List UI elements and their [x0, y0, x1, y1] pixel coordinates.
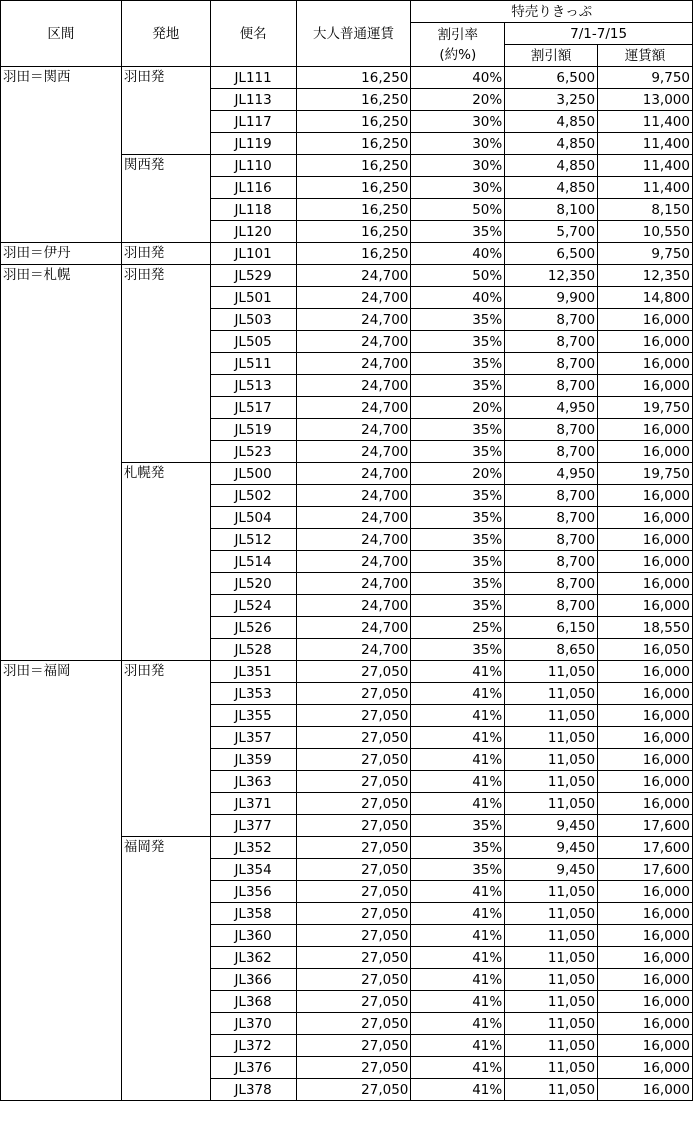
fare-amount: 16,000: [598, 573, 693, 595]
fare-amount: 16,000: [598, 1079, 693, 1101]
discount-amount: 8,700: [505, 441, 598, 463]
route-section: 羽田＝福岡: [1, 661, 122, 1101]
flight-number: JL376: [210, 1057, 296, 1079]
departure-origin: 札幌発: [121, 463, 210, 661]
regular-fare: 24,700: [296, 419, 411, 441]
discount-rate: 41%: [411, 991, 505, 1013]
discount-rate: 35%: [411, 529, 505, 551]
regular-fare: 27,050: [296, 771, 411, 793]
flight-number: JL110: [210, 155, 296, 177]
regular-fare: 24,700: [296, 375, 411, 397]
fare-amount: 16,000: [598, 331, 693, 353]
regular-fare: 16,250: [296, 67, 411, 89]
regular-fare: 16,250: [296, 243, 411, 265]
regular-fare: 24,700: [296, 507, 411, 529]
regular-fare: 16,250: [296, 111, 411, 133]
fare-table-header: [1, 1, 693, 67]
discount-amount: 11,050: [505, 991, 598, 1013]
regular-fare: 27,050: [296, 837, 411, 859]
discount-rate: 35%: [411, 639, 505, 661]
discount-rate: 41%: [411, 771, 505, 793]
flight-number: JL101: [210, 243, 296, 265]
discount-amount: 6,500: [505, 67, 598, 89]
discount-amount: 11,050: [505, 903, 598, 925]
fare-amount: 19,750: [598, 397, 693, 419]
regular-fare: 27,050: [296, 793, 411, 815]
discount-amount: 8,700: [505, 419, 598, 441]
flight-number: JL359: [210, 749, 296, 771]
regular-fare: 24,700: [296, 485, 411, 507]
discount-rate: 30%: [411, 177, 505, 199]
discount-amount: 4,950: [505, 463, 598, 485]
regular-fare: 27,050: [296, 749, 411, 771]
discount-rate: 35%: [411, 815, 505, 837]
discount-amount: 8,650: [505, 639, 598, 661]
flight-number: JL512: [210, 529, 296, 551]
regular-fare: 27,050: [296, 859, 411, 881]
flight-number: JL526: [210, 617, 296, 639]
regular-fare: 24,700: [296, 617, 411, 639]
regular-fare: 16,250: [296, 155, 411, 177]
fare-amount: 9,750: [598, 67, 693, 89]
discount-amount: 11,050: [505, 969, 598, 991]
fare-amount: 16,000: [598, 1013, 693, 1035]
fare-amount: 19,750: [598, 463, 693, 485]
regular-fare: 24,700: [296, 441, 411, 463]
flight-number: JL355: [210, 705, 296, 727]
discount-amount: 9,450: [505, 859, 598, 881]
header-discount-rate: 割引率 (約%): [411, 23, 505, 67]
regular-fare: 27,050: [296, 1057, 411, 1079]
header-regular-fare: 大人普通運賃: [296, 1, 411, 67]
fare-amount: 16,000: [598, 705, 693, 727]
regular-fare: 24,700: [296, 265, 411, 287]
discount-rate: 35%: [411, 837, 505, 859]
discount-rate: 35%: [411, 441, 505, 463]
regular-fare: 16,250: [296, 221, 411, 243]
discount-rate: 20%: [411, 463, 505, 485]
flight-number: JL117: [210, 111, 296, 133]
discount-rate: 40%: [411, 243, 505, 265]
discount-amount: 3,250: [505, 89, 598, 111]
discount-rate: 20%: [411, 89, 505, 111]
flight-number: JL514: [210, 551, 296, 573]
discount-amount: 8,700: [505, 485, 598, 507]
regular-fare: 24,700: [296, 331, 411, 353]
regular-fare: 27,050: [296, 969, 411, 991]
discount-rate: 41%: [411, 1035, 505, 1057]
discount-rate: 35%: [411, 309, 505, 331]
discount-rate: 40%: [411, 287, 505, 309]
regular-fare: 24,700: [296, 595, 411, 617]
discount-amount: 5,700: [505, 221, 598, 243]
flight-number: JL513: [210, 375, 296, 397]
fare-table-body: [1, 67, 693, 1101]
discount-rate: 35%: [411, 573, 505, 595]
flight-number: JL501: [210, 287, 296, 309]
regular-fare: 27,050: [296, 661, 411, 683]
flight-number: JL362: [210, 947, 296, 969]
flight-number: JL504: [210, 507, 296, 529]
header-period: 7/1-7/15: [505, 23, 693, 45]
fare-amount: 11,400: [598, 133, 693, 155]
route-section: 羽田＝札幌: [1, 265, 122, 661]
discount-rate: 35%: [411, 507, 505, 529]
discount-amount: 9,900: [505, 287, 598, 309]
fare-amount: 9,750: [598, 243, 693, 265]
fare-amount: 16,000: [598, 375, 693, 397]
discount-rate: 35%: [411, 485, 505, 507]
fare-amount: 16,000: [598, 529, 693, 551]
fare-amount: 16,000: [598, 771, 693, 793]
discount-rate: 41%: [411, 969, 505, 991]
flight-number: JL372: [210, 1035, 296, 1057]
discount-amount: 8,700: [505, 331, 598, 353]
discount-amount: 8,100: [505, 199, 598, 221]
regular-fare: 24,700: [296, 639, 411, 661]
discount-amount: 11,050: [505, 771, 598, 793]
flight-number: JL377: [210, 815, 296, 837]
table-row: [1, 265, 693, 287]
discount-rate: 41%: [411, 881, 505, 903]
fare-amount: 16,000: [598, 1057, 693, 1079]
fare-amount: 16,050: [598, 639, 693, 661]
discount-rate: 50%: [411, 265, 505, 287]
fare-amount: 14,800: [598, 287, 693, 309]
regular-fare: 27,050: [296, 683, 411, 705]
fare-amount: 11,400: [598, 155, 693, 177]
flight-number: JL528: [210, 639, 296, 661]
discount-rate: 30%: [411, 133, 505, 155]
regular-fare: 16,250: [296, 133, 411, 155]
discount-rate: 35%: [411, 353, 505, 375]
fare-amount: 16,000: [598, 903, 693, 925]
flight-number: JL366: [210, 969, 296, 991]
discount-amount: 12,350: [505, 265, 598, 287]
header-special-ticket: 特売りきっぷ: [411, 1, 693, 23]
discount-rate: 41%: [411, 793, 505, 815]
discount-amount: 8,700: [505, 375, 598, 397]
header-departure: 発地: [121, 1, 210, 67]
discount-rate: 41%: [411, 1013, 505, 1035]
discount-rate: 35%: [411, 419, 505, 441]
regular-fare: 16,250: [296, 199, 411, 221]
discount-rate: 41%: [411, 925, 505, 947]
flight-number: JL113: [210, 89, 296, 111]
discount-rate: 50%: [411, 199, 505, 221]
discount-amount: 11,050: [505, 727, 598, 749]
table-row: [1, 661, 693, 683]
fare-amount: 16,000: [598, 683, 693, 705]
regular-fare: 24,700: [296, 353, 411, 375]
flight-number: JL500: [210, 463, 296, 485]
fare-amount: 16,000: [598, 1035, 693, 1057]
fare-amount: 16,000: [598, 793, 693, 815]
fare-amount: 16,000: [598, 661, 693, 683]
discount-amount: 4,850: [505, 133, 598, 155]
departure-origin: 関西発: [121, 155, 210, 243]
discount-amount: 11,050: [505, 925, 598, 947]
fare-amount: 12,350: [598, 265, 693, 287]
fare-amount: 16,000: [598, 507, 693, 529]
flight-number: JL505: [210, 331, 296, 353]
discount-amount: 8,700: [505, 529, 598, 551]
flight-number: JL354: [210, 859, 296, 881]
fare-amount: 16,000: [598, 485, 693, 507]
fare-amount: 13,000: [598, 89, 693, 111]
discount-amount: 11,050: [505, 1013, 598, 1035]
regular-fare: 27,050: [296, 815, 411, 837]
route-section: 羽田＝伊丹: [1, 243, 122, 265]
flight-number: JL353: [210, 683, 296, 705]
discount-amount: 4,850: [505, 111, 598, 133]
flight-number: JL529: [210, 265, 296, 287]
discount-rate: 35%: [411, 595, 505, 617]
discount-rate: 35%: [411, 331, 505, 353]
flight-number: JL356: [210, 881, 296, 903]
regular-fare: 27,050: [296, 903, 411, 925]
flight-number: JL524: [210, 595, 296, 617]
discount-rate: 25%: [411, 617, 505, 639]
fare-amount: 16,000: [598, 991, 693, 1013]
regular-fare: 27,050: [296, 947, 411, 969]
header-fare-amount: 運賃額: [598, 45, 693, 67]
table-row: [1, 67, 693, 89]
departure-origin: 羽田発: [121, 265, 210, 463]
discount-amount: 11,050: [505, 1035, 598, 1057]
discount-rate: 41%: [411, 727, 505, 749]
regular-fare: 27,050: [296, 1079, 411, 1101]
fare-amount: 16,000: [598, 881, 693, 903]
discount-rate: 35%: [411, 375, 505, 397]
fare-amount: 16,000: [598, 551, 693, 573]
fare-amount: 16,000: [598, 595, 693, 617]
discount-rate: 41%: [411, 749, 505, 771]
discount-rate: 41%: [411, 683, 505, 705]
discount-rate: 41%: [411, 661, 505, 683]
header-section: 区間: [1, 1, 122, 67]
discount-amount: 11,050: [505, 661, 598, 683]
regular-fare: 24,700: [296, 551, 411, 573]
discount-amount: 6,150: [505, 617, 598, 639]
discount-rate: 41%: [411, 1079, 505, 1101]
discount-rate: 30%: [411, 111, 505, 133]
header-discount-amount: 割引額: [505, 45, 598, 67]
flight-number: JL363: [210, 771, 296, 793]
regular-fare: 27,050: [296, 705, 411, 727]
discount-amount: 11,050: [505, 705, 598, 727]
discount-rate: 35%: [411, 221, 505, 243]
regular-fare: 27,050: [296, 881, 411, 903]
discount-amount: 8,700: [505, 507, 598, 529]
discount-amount: 8,700: [505, 353, 598, 375]
fare-amount: 16,000: [598, 925, 693, 947]
flight-number: JL120: [210, 221, 296, 243]
regular-fare: 27,050: [296, 991, 411, 1013]
flight-number: JL503: [210, 309, 296, 331]
flight-number: JL519: [210, 419, 296, 441]
departure-origin: 羽田発: [121, 243, 210, 265]
regular-fare: 16,250: [296, 177, 411, 199]
discount-amount: 11,050: [505, 1057, 598, 1079]
discount-rate: 41%: [411, 705, 505, 727]
fare-amount: 17,600: [598, 837, 693, 859]
flight-number: JL370: [210, 1013, 296, 1035]
fare-amount: 11,400: [598, 177, 693, 199]
fare-amount: 18,550: [598, 617, 693, 639]
regular-fare: 27,050: [296, 1013, 411, 1035]
regular-fare: 27,050: [296, 1035, 411, 1057]
regular-fare: 27,050: [296, 925, 411, 947]
fare-amount: 10,550: [598, 221, 693, 243]
discount-rate: 20%: [411, 397, 505, 419]
discount-amount: 4,950: [505, 397, 598, 419]
fare-amount: 16,000: [598, 969, 693, 991]
discount-amount: 11,050: [505, 793, 598, 815]
fare-amount: 11,400: [598, 111, 693, 133]
flight-number: JL511: [210, 353, 296, 375]
departure-origin: 福岡発: [121, 837, 210, 1101]
departure-origin: 羽田発: [121, 67, 210, 155]
discount-amount: 11,050: [505, 1079, 598, 1101]
discount-rate: 35%: [411, 551, 505, 573]
fare-amount: 16,000: [598, 947, 693, 969]
flight-number: JL116: [210, 177, 296, 199]
flight-number: JL378: [210, 1079, 296, 1101]
regular-fare: 27,050: [296, 727, 411, 749]
flight-number: JL352: [210, 837, 296, 859]
flight-number: JL523: [210, 441, 296, 463]
flight-number: JL368: [210, 991, 296, 1013]
flight-number: JL371: [210, 793, 296, 815]
flight-number: JL358: [210, 903, 296, 925]
discount-amount: 11,050: [505, 683, 598, 705]
fare-amount: 16,000: [598, 309, 693, 331]
discount-rate: 30%: [411, 155, 505, 177]
regular-fare: 16,250: [296, 89, 411, 111]
discount-amount: 9,450: [505, 815, 598, 837]
flight-number: JL118: [210, 199, 296, 221]
discount-rate: 41%: [411, 1057, 505, 1079]
flight-number: JL111: [210, 67, 296, 89]
fare-amount: 17,600: [598, 815, 693, 837]
regular-fare: 24,700: [296, 529, 411, 551]
discount-rate: 35%: [411, 859, 505, 881]
fare-amount: 16,000: [598, 353, 693, 375]
discount-amount: 4,850: [505, 177, 598, 199]
flight-number: JL520: [210, 573, 296, 595]
header-flight: 便名: [210, 1, 296, 67]
discount-amount: 6,500: [505, 243, 598, 265]
discount-amount: 4,850: [505, 155, 598, 177]
fare-amount: 16,000: [598, 441, 693, 463]
fare-amount: 16,000: [598, 419, 693, 441]
flight-number: JL360: [210, 925, 296, 947]
discount-amount: 8,700: [505, 573, 598, 595]
fare-amount: 16,000: [598, 727, 693, 749]
discount-amount: 11,050: [505, 881, 598, 903]
table-row: [1, 243, 693, 265]
flight-number: JL351: [210, 661, 296, 683]
fare-amount: 16,000: [598, 749, 693, 771]
regular-fare: 24,700: [296, 463, 411, 485]
regular-fare: 24,700: [296, 573, 411, 595]
regular-fare: 24,700: [296, 397, 411, 419]
departure-origin: 羽田発: [121, 661, 210, 837]
discount-amount: 8,700: [505, 309, 598, 331]
discount-amount: 11,050: [505, 947, 598, 969]
flight-number: JL517: [210, 397, 296, 419]
discount-rate: 40%: [411, 67, 505, 89]
route-section: 羽田＝関西: [1, 67, 122, 243]
flight-number: JL357: [210, 727, 296, 749]
flight-number: JL502: [210, 485, 296, 507]
fare-amount: 17,600: [598, 859, 693, 881]
discount-amount: 9,450: [505, 837, 598, 859]
discount-rate: 41%: [411, 947, 505, 969]
discount-rate: 41%: [411, 903, 505, 925]
regular-fare: 24,700: [296, 309, 411, 331]
fare-amount: 8,150: [598, 199, 693, 221]
discount-amount: 11,050: [505, 749, 598, 771]
flight-number: JL119: [210, 133, 296, 155]
discount-amount: 8,700: [505, 595, 598, 617]
regular-fare: 24,700: [296, 287, 411, 309]
discount-amount: 8,700: [505, 551, 598, 573]
